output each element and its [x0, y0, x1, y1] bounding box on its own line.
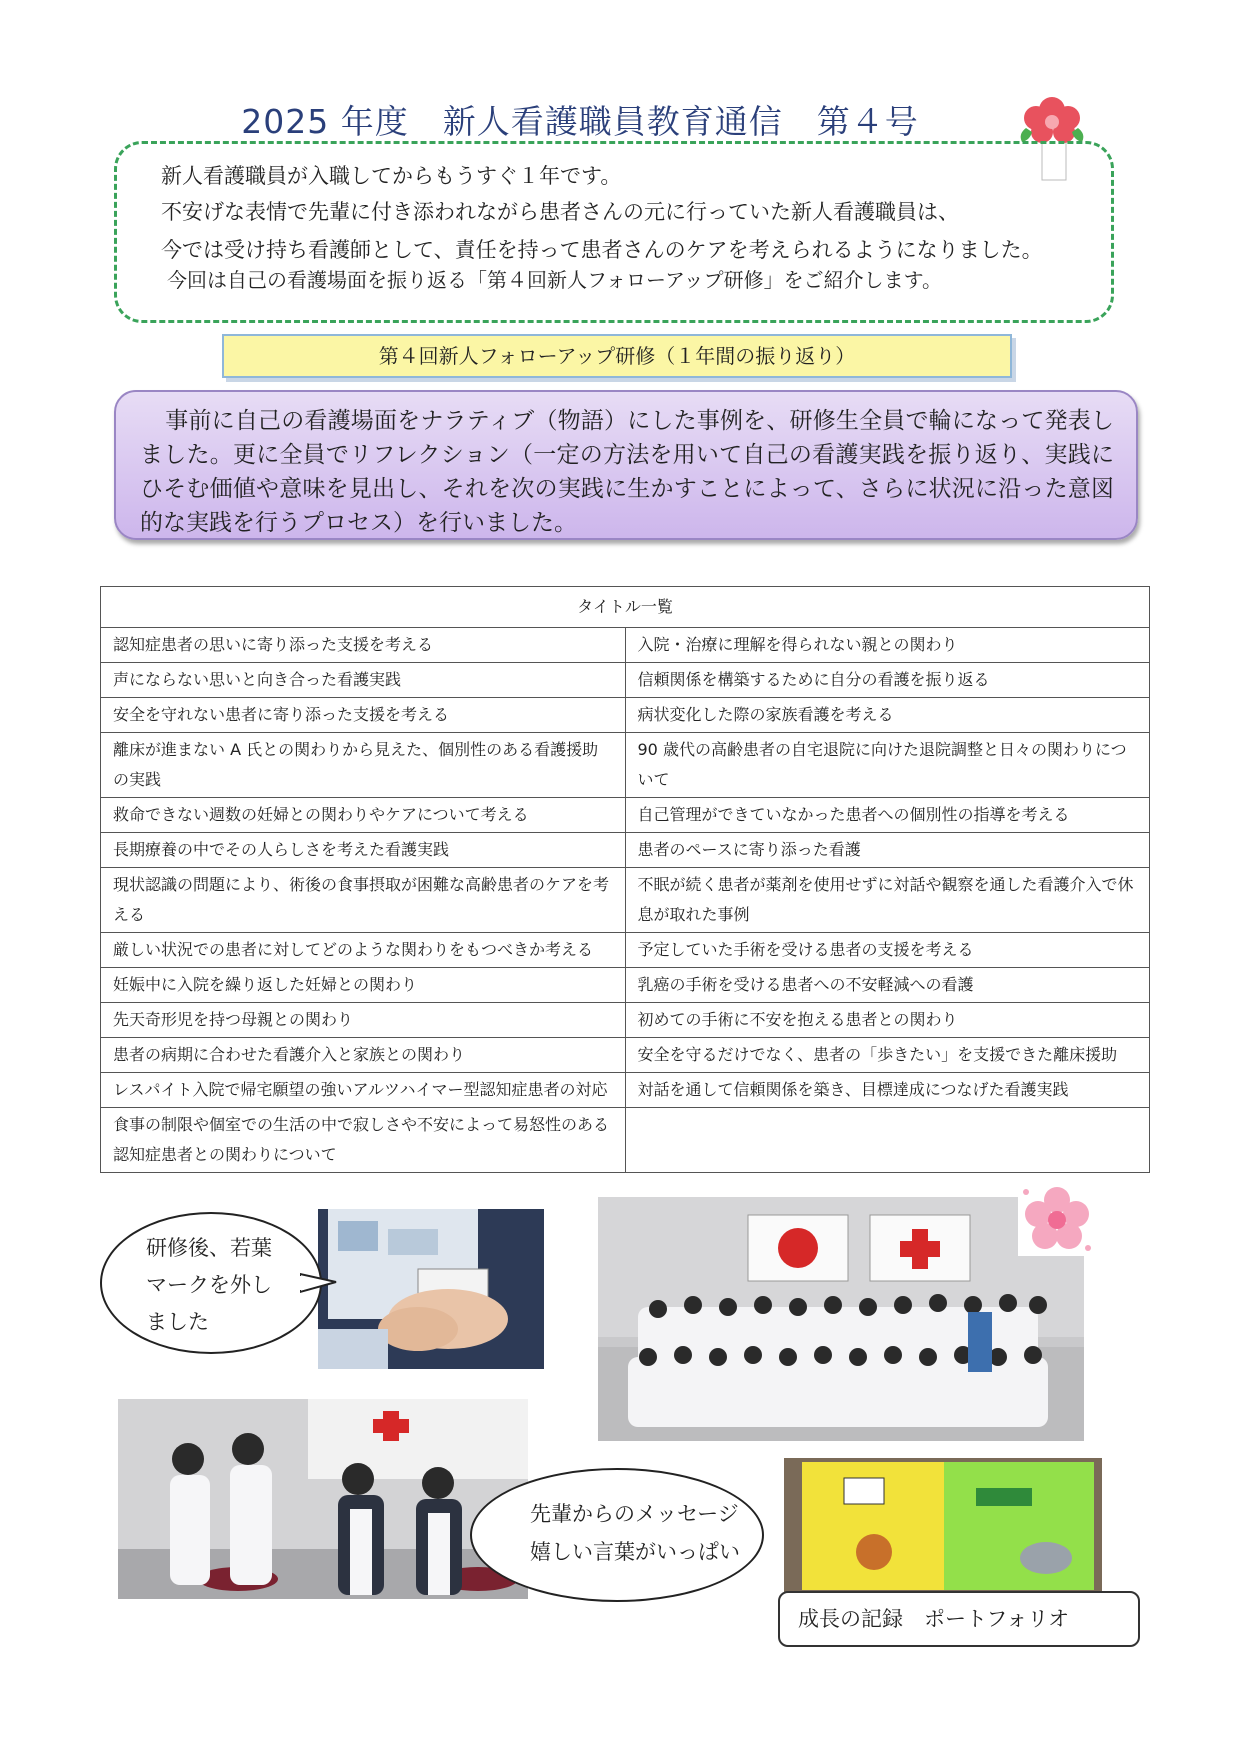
table-cell: 信頼関係を構築するために自分の看護を振り返る — [625, 663, 1150, 698]
table-cell: 現状認識の問題により、術後の食事摂取が困難な高齢患者のケアを考える — [101, 868, 626, 933]
portfolio-photo — [784, 1458, 1102, 1594]
bubble-text: 研修後、若葉 — [146, 1236, 272, 1260]
table-row — [101, 933, 1150, 968]
bubble-text: ました — [146, 1310, 209, 1334]
table-row — [101, 1108, 1150, 1173]
table-cell: 自己管理ができていなかった患者への個別性の指導を考える — [625, 798, 1150, 833]
titles-table — [100, 586, 1150, 1173]
table-cell: 食事の制限や個室での生活の中で寂しさや不安によって易怒性のある認知症患者との関わりについて — [101, 1108, 626, 1173]
table-row — [101, 798, 1150, 833]
nurses-reading-photo — [118, 1399, 528, 1599]
table-cell: 長期療養の中でその人らしさを考えた看護実践 — [101, 833, 626, 868]
table-cell: 乳癌の手術を受ける患者への不安軽減への看護 — [625, 968, 1150, 1003]
summary-text: 事前に自己の看護場面をナラティブ（物語）にした事例を、研修生全員で輪になって発表しました。更に全員でリフレクション（一定の方法を用いて自己の看護実践を振り返り、実践にひそむ価値や意味を見出し、それを次の実践に生かすことによって、さらに状況に沿った意図的な実践を行うプロセス）を行いました。 — [140, 408, 1114, 536]
group-photo — [598, 1197, 1084, 1441]
intro-line: 新人看護職員が入職してからもうすぐ１年です。 — [161, 164, 622, 188]
intro-line: 今では受け持ち看護師として、責任を持って患者さんのケアを考えられるようになりました。 — [161, 238, 1043, 262]
table-cell: 患者の病期に合わせた看護介入と家族との関わり — [101, 1038, 626, 1073]
table-cell: 初めての手術に不安を抱える患者との関わり — [625, 1003, 1150, 1038]
table-cell: 入院・治療に理解を得られない親との関わり — [625, 628, 1150, 663]
intro-line: 不安げな表情で先輩に付き添われながら患者さんの元に行っていた新人看護職員は、 — [161, 200, 959, 224]
table-cell: 対話を通して信頼関係を築き、目標達成につなげた看護実践 — [625, 1073, 1150, 1108]
bubble-text: マークを外し — [146, 1273, 272, 1297]
table-cell: 救命できない週数の妊婦との関わりやケアについて考える — [101, 798, 626, 833]
table-cell: レスパイト入院で帰宅願望の強いアルツハイマー型認知症患者の対応 — [101, 1073, 626, 1108]
bubble-text: 先輩からのメッセージ — [530, 1502, 739, 1526]
table-cell: 患者のペースに寄り添った看護 — [625, 833, 1150, 868]
portfolio-caption: 成長の記録 ポートフォリオ — [778, 1591, 1140, 1647]
table-row — [101, 663, 1150, 698]
table-cell: 厳しい状況での患者に対してどのような関わりをもつべきか考える — [101, 933, 626, 968]
table-row — [101, 868, 1150, 933]
table-header: タイトル一覧 — [101, 587, 1150, 628]
table-cell: 不眠が続く患者が薬剤を使用せずに対話や観察を通した看護介入で休息が取れた事例 — [625, 868, 1150, 933]
speech-bubble-badge — [100, 1212, 322, 1354]
table-cell: 妊娠中に入院を繰り返した妊婦との関わり — [101, 968, 626, 1003]
table-cell: 予定していた手術を受ける患者の支援を考える — [625, 933, 1150, 968]
table-cell: 先天奇形児を持つ母親との関わり — [101, 1003, 626, 1038]
table-cell: 認知症患者の思いに寄り添った支援を考える — [101, 628, 626, 663]
intro-line: 今回は自己の看護場面を振り返る「第４回新人フォローアップ研修」をご紹介します。 — [167, 268, 942, 292]
summary-box — [114, 390, 1138, 540]
table-cell: 病状変化した際の家族看護を考える — [625, 698, 1150, 733]
table-row — [101, 1073, 1150, 1108]
speech-bubble-messages — [470, 1468, 764, 1602]
table-cell: 90 歳代の高齢患者の自宅退院に向けた退院調整と日々の関わりについて — [625, 733, 1150, 798]
sakura-stamp-icon — [1018, 1182, 1096, 1256]
table-cell: 離床が進まない A 氏との関わりから見えた、個別性のある看護援助の実践 — [101, 733, 626, 798]
table-row — [101, 968, 1150, 1003]
table-row — [101, 1038, 1150, 1073]
bubble-text: 嬉しい言葉がいっぱい — [530, 1540, 740, 1564]
intro-box — [114, 141, 1114, 323]
table-row — [101, 1003, 1150, 1038]
table-row — [101, 698, 1150, 733]
table-cell: 安全を守れない患者に寄り添った支援を考える — [101, 698, 626, 733]
section-banner: 第４回新人フォローアップ研修（１年間の振り返り） — [222, 334, 1012, 378]
table-cell: 声にならない思いと向き合った看護実践 — [101, 663, 626, 698]
table-row — [101, 833, 1150, 868]
table-cell: 安全を守るだけでなく、患者の「歩きたい」を支援できた離床援助 — [625, 1038, 1150, 1073]
badge-removal-photo — [318, 1209, 544, 1369]
table-row — [101, 733, 1150, 798]
table-cell — [625, 1108, 1150, 1173]
table-row — [101, 628, 1150, 663]
bubble-tail-icon — [300, 1270, 340, 1300]
page-title: 2025 年度 新人看護職員教育通信 第４号 — [241, 102, 919, 141]
bubble-tail-mask — [482, 1512, 488, 1532]
